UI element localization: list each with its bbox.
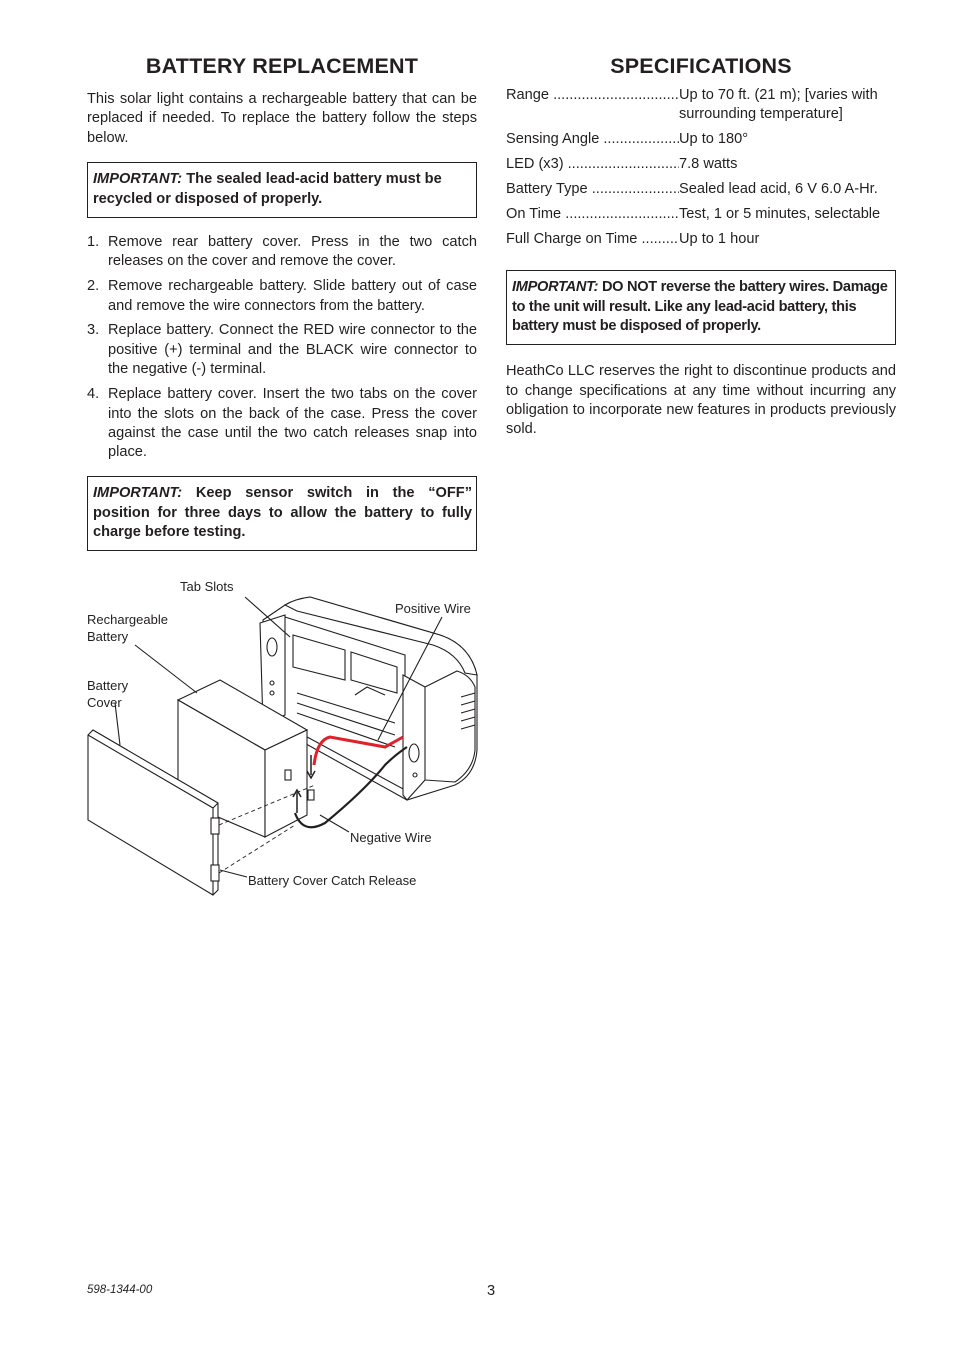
- list-item: [87, 321, 477, 379]
- housing-right-flange: [403, 675, 425, 800]
- battery-replacement-section: [87, 52, 477, 551]
- spec-value: Up to 1 hour: [679, 231, 760, 248]
- list-item: [87, 277, 477, 316]
- label-battery-cover-line1: Battery: [87, 678, 129, 693]
- important-notice-recycle: [87, 162, 477, 218]
- important-label: IMPORTANT:: [512, 278, 599, 295]
- spec-value: Up to 70 ft. (21 m); [varies with surrounding temperature]: [679, 87, 878, 123]
- label-tab-slots: Tab Slots: [180, 579, 234, 594]
- battery-terminal: [308, 790, 314, 800]
- spec-label: Range .....: [506, 86, 679, 125]
- spec-label: Full Charge on Time .....: [506, 230, 679, 249]
- label-battery: Battery: [87, 629, 129, 644]
- specifications-section: [506, 52, 896, 440]
- label-positive-wire: Positive Wire: [395, 601, 471, 616]
- important-label: IMPORTANT:: [93, 484, 183, 501]
- document-code: 598-1344-00: [87, 1284, 153, 1296]
- spec-row: [506, 155, 896, 174]
- battery-intro-text: This solar light contains a rechargeable battery that can be replaced if needed. To replace the battery follow the steps below.: [87, 91, 477, 146]
- spec-value: 7.8 watts: [679, 156, 738, 173]
- important-text: Keep sensor switch in the “OFF” position for three days to allow the battery to fully charge before testing.: [93, 484, 472, 541]
- step-number: 4.: [87, 386, 100, 403]
- specifications-heading: SPECIFICATIONS: [610, 54, 792, 78]
- battery-replacement-heading: BATTERY REPLACEMENT: [145, 54, 419, 78]
- important-notice-charge: [87, 476, 477, 551]
- label-battery-cover-line2: Cover: [87, 695, 122, 710]
- step-number: 1.: [87, 233, 100, 250]
- important-label: IMPORTANT:: [93, 171, 183, 188]
- spec-list: [506, 86, 896, 250]
- leader-line: [220, 870, 247, 877]
- cover-catch: [211, 865, 219, 881]
- important-text: DO NOT reverse the battery wires. Damage to the unit will result. Like any lead-acid battery, this battery must be disposed of properly.: [512, 278, 888, 335]
- important-notice-wires: [506, 270, 896, 345]
- list-item: [87, 385, 477, 463]
- disclaimer-text: HeathCo LLC reserves the right to discontinue products and to change specifications at any time without incurring any obligation to incorporate new features in products previously sold.: [506, 363, 896, 438]
- leader-line: [135, 645, 197, 693]
- step-number: 3.: [87, 322, 100, 339]
- spec-label: Battery Type .....: [506, 180, 679, 199]
- spec-row: [506, 230, 896, 249]
- label-catch-release: Battery Cover Catch Release: [248, 873, 417, 888]
- spec-value: Test, 1 or 5 minutes, selectable: [679, 206, 881, 223]
- replacement-steps-list: [87, 233, 477, 463]
- spec-value: Sealed lead acid, 6 V 6.0 A-Hr.: [679, 181, 878, 198]
- spec-row: [506, 205, 896, 224]
- spec-label: On Time .....: [506, 205, 679, 224]
- step-text: Remove rear battery cover. Press in the two catch releases on the cover and remove the cover.: [108, 233, 477, 270]
- battery-diagram: [85, 575, 485, 905]
- label-rechargeable: Rechargeable: [87, 612, 168, 627]
- page-number: 3: [487, 1283, 496, 1299]
- step-number: 2.: [87, 278, 100, 295]
- spec-row: [506, 86, 896, 125]
- spec-value: Up to 180°: [679, 131, 749, 148]
- step-text: Replace battery cover. Insert the two tabs on the cover into the slots on the back of the case. Press the cover against the case until the two catch releases snap into place.: [108, 386, 477, 461]
- list-item: [87, 233, 477, 272]
- important-text: The sealed lead-acid battery must be recycled or disposed of properly.: [93, 171, 442, 208]
- spec-label: LED (x3) .....: [506, 155, 679, 174]
- cover-catch: [211, 818, 219, 834]
- label-negative-wire: Negative Wire: [350, 830, 432, 845]
- spec-label: Sensing Angle .....: [506, 130, 679, 149]
- spec-row: [506, 180, 896, 199]
- step-text: Remove rechargeable battery. Slide battery out of case and remove the wire connectors from the battery.: [108, 278, 477, 314]
- step-text: Replace battery. Connect the RED wire connector to the positive (+) terminal and the BLACK wire connector to the negative (-) terminal.: [108, 322, 477, 378]
- spec-row: [506, 130, 896, 149]
